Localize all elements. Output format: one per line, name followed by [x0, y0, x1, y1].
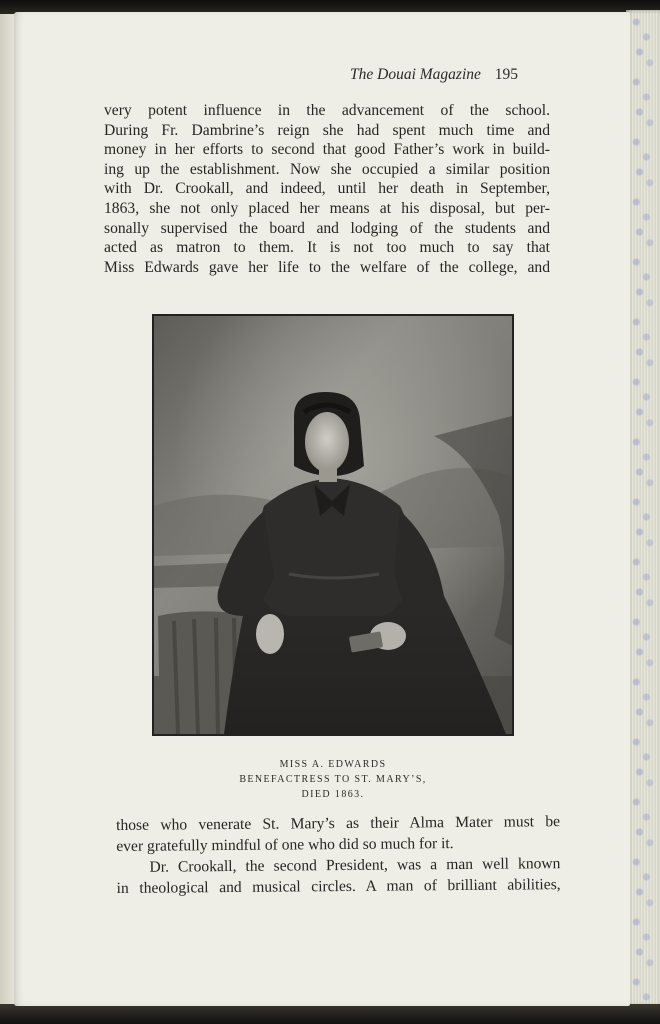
text-line: money in her efforts to second that good Father’s work in build-	[104, 141, 550, 159]
text-line: sonally supervised the board and lodging of the students and	[104, 219, 550, 237]
page-number: 195	[494, 66, 519, 83]
text-line: ing up the establishment. Now she occupied a similar position	[104, 160, 550, 178]
portrait-photograph-icon	[152, 314, 514, 736]
text-line: Miss Edwards gave her life to the welfare of the college, and	[104, 258, 550, 276]
text-line: 1863, she not only placed her means at his disposal, but per-	[104, 199, 550, 217]
book-bottom-edge	[0, 1004, 660, 1024]
caption-name: MISS A. EDWARDS	[279, 759, 387, 770]
text-line: ever gratefully mindful of one who did so much for it.	[116, 835, 454, 855]
text-line: During Fr. Dambrine’s reign she had spent much time and	[104, 121, 550, 139]
caption-died: DIED 1863.	[301, 789, 365, 800]
body-paragraph-top	[104, 101, 550, 277]
portrait-illustration	[154, 316, 512, 734]
photo-caption	[150, 757, 516, 802]
body-paragraph-bottom	[116, 811, 561, 899]
text-line: in theological and musical circles. A man of brilliant abilities,	[116, 876, 561, 897]
running-head-title: The Douai Magazine	[350, 66, 481, 83]
running-head	[350, 66, 550, 84]
text-line: with Dr. Crookall, and indeed, until her death in September,	[104, 180, 550, 198]
caption-role: BENEFACTRESS TO ST. MARY’S,	[239, 774, 427, 785]
text-line: those who venerate St. Mary’s as their Alma Mater must be	[116, 813, 561, 834]
text-line: acted as matron to them. It is not too much to say that	[104, 239, 550, 257]
text-line: Dr. Crookall, the second President, was a man well known	[149, 855, 561, 876]
book-fore-edge	[626, 10, 660, 1006]
text-line: very potent influence in the advancement of the school.	[104, 102, 550, 119]
